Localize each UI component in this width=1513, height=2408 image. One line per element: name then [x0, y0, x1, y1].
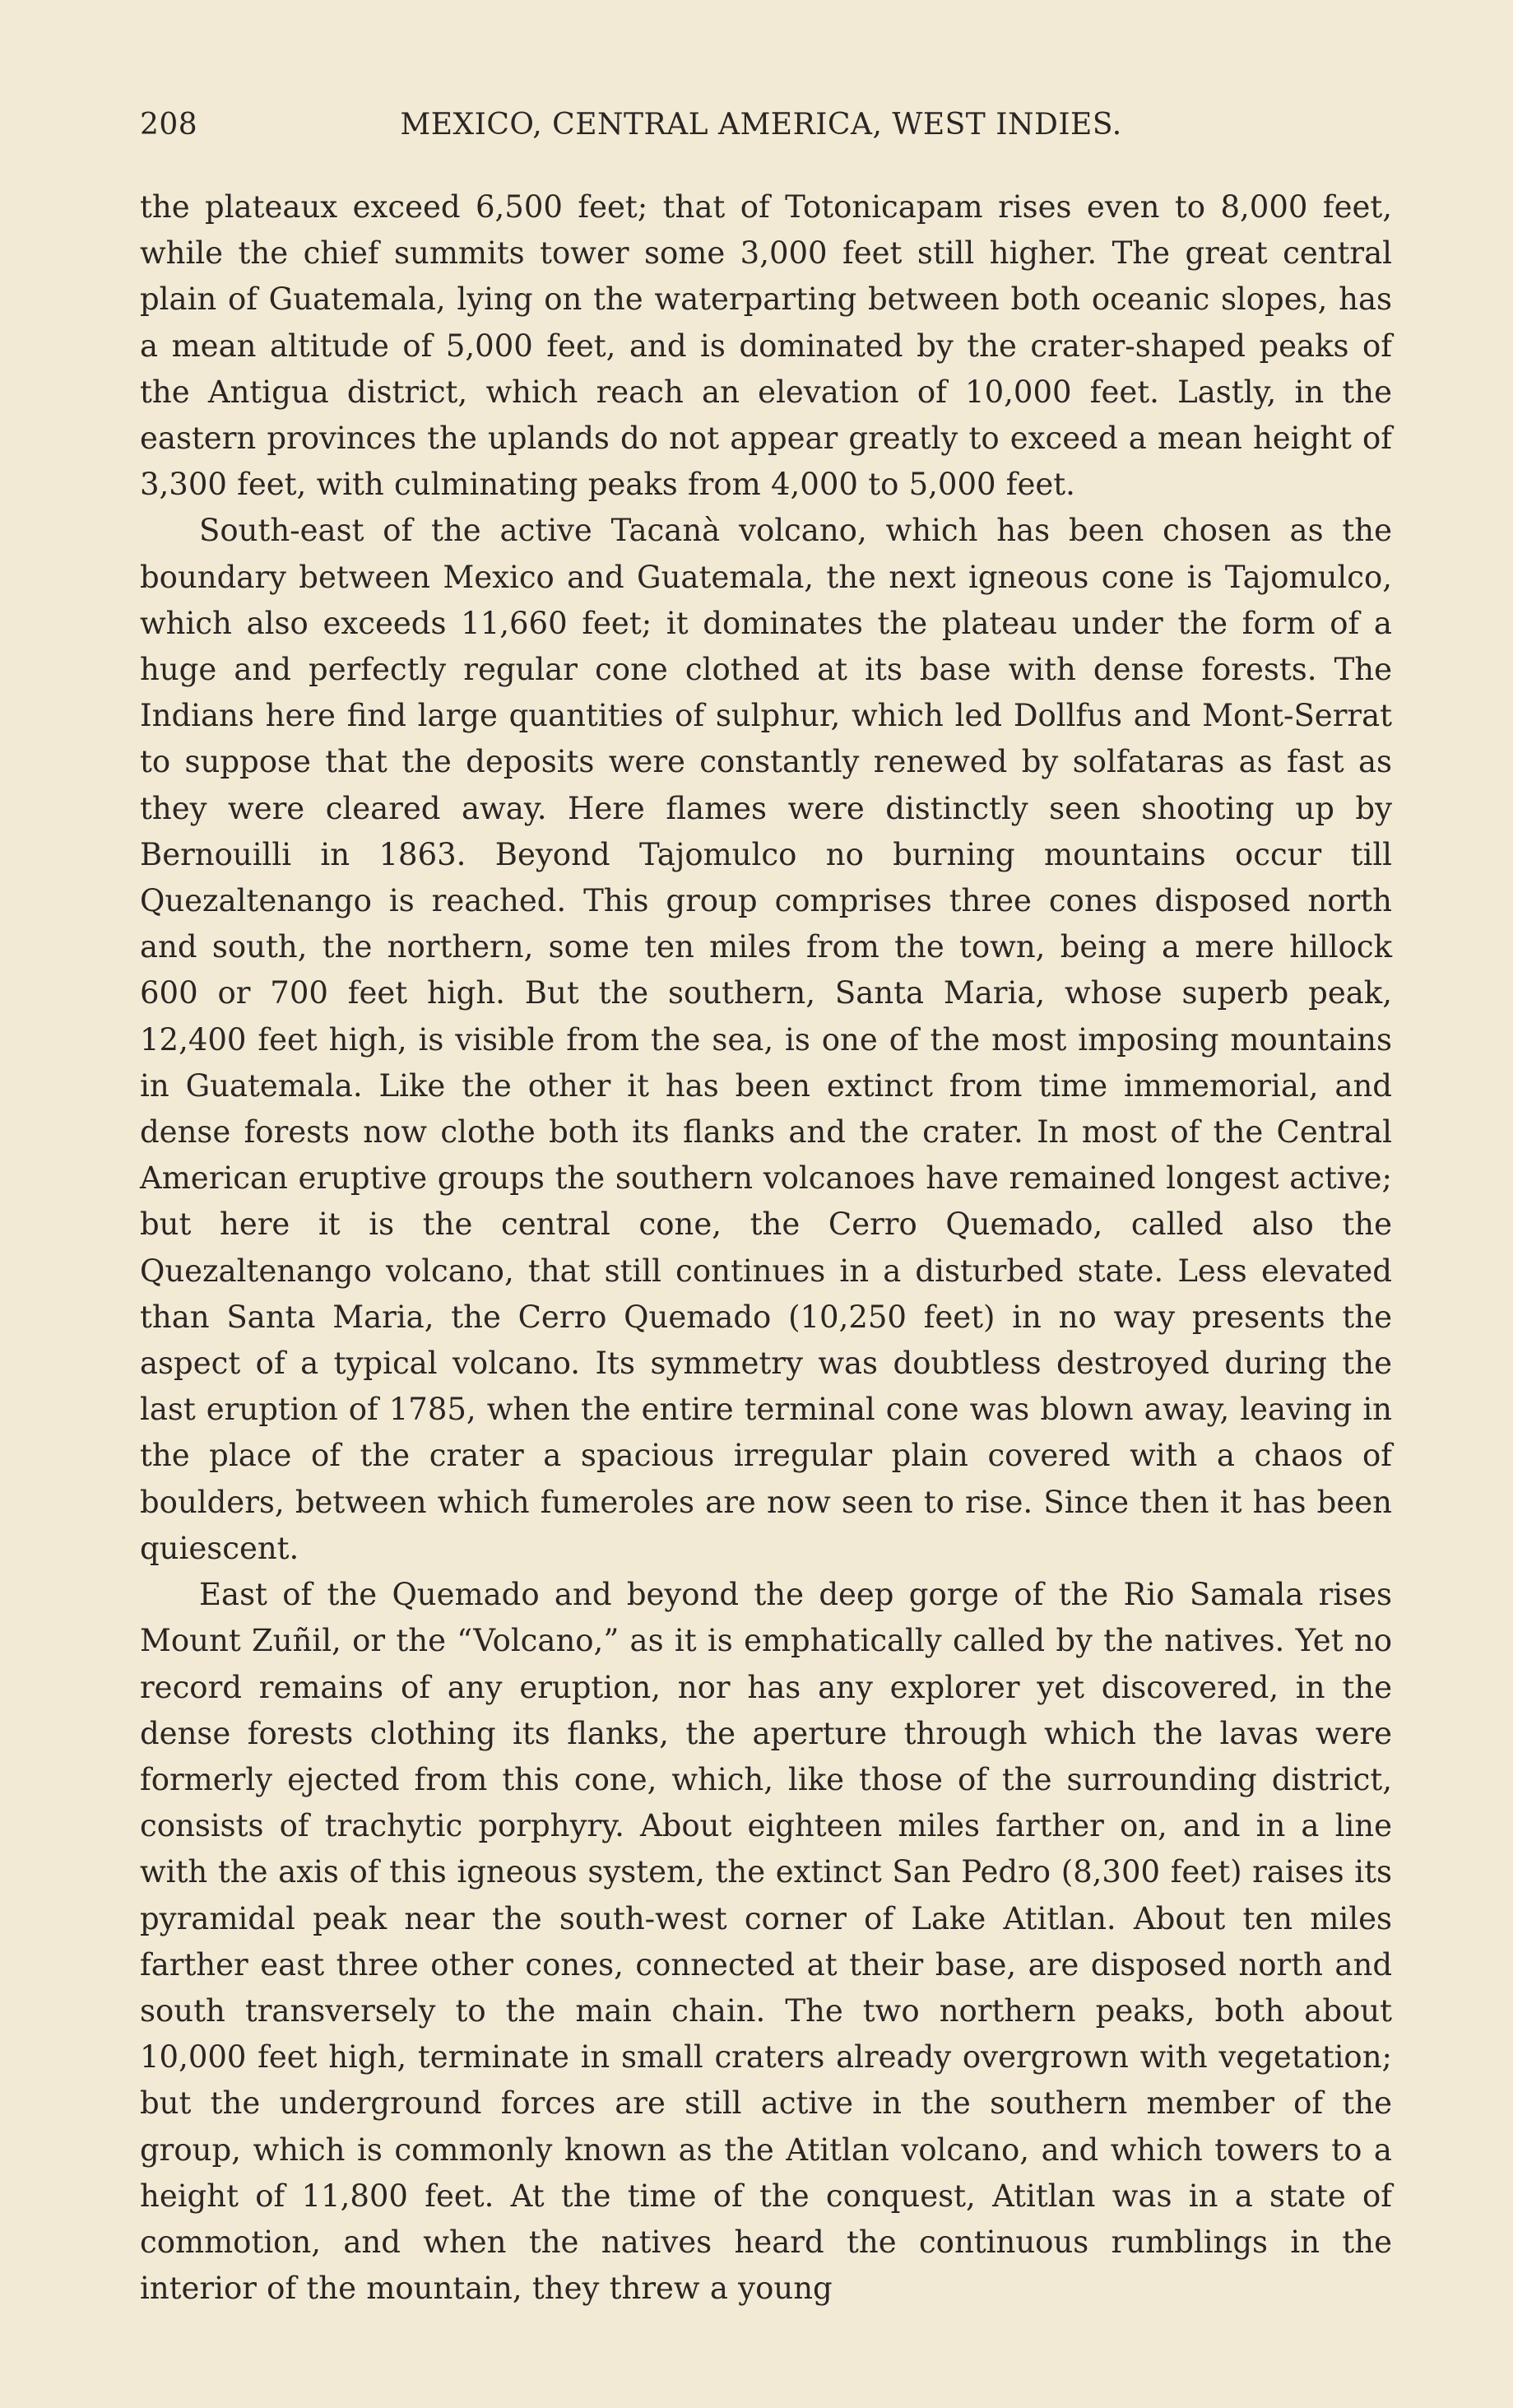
paragraph-tajomulco-quezaltenango: South-east of the active Tacanà volcano, which has been chosen as the boundary between Mexico and Guatemala, the next igneous cone is Tajomulco, which also exceeds 11,660 feet; it dominates the plateau under the form of a huge and perfectly regular cone clothed at its base with dense forests. The Indians here find large quantities of sulphur, which led Dollfus and Mont-Serrat to suppose that the deposits were constantly renewed by solfataras as fast as they were cleared away. Here flames were distinctly seen shooting up by Bernouilli in 1863. Beyond Tajomulco no burning mountains occur till Quezaltenango is reached. This group comprises three cones disposed north and south, the northern, some ten miles from the town, being a mere hillock 600 or 700 feet high. But the southern, Santa Maria, whose superb peak, 12,400 feet high, is visible from the sea, is one of the most imposing mountains in Guatemala. Like the other it has been extinct from time immemorial, and dense forests now clothe both its flanks and the crater. In most of the Central American eruptive groups the southern volcanoes have remained longest active; but here it is the central cone, the Cerro Quemado, called also the Quezaltenango volcano, that still continues in a disturbed state. Less elevated than Santa Maria, the Cerro Quemado (10,250 feet) in no way presents the aspect of a typical volcano. Its symmetry was doubtless destroyed during the last eruption of 1785, when the entire terminal cone was blown away, leaving in the place of the crater a spacious irregular plain covered with a chaos of boulders, between which fumeroles are now seen to rise. Since then it has been quiescent. — [140, 513, 1392, 1566]
body-text — [140, 184, 1392, 2312]
paragraph-continued: the plateaux exceed 6,500 feet; that of Totonicapam rises even to 8,000 feet, while the chief summits tower some 3,000 feet still higher. The great central plain of Guatemala, lying on the waterparting between both oceanic slopes, has a mean altitude of 5,000 feet, and is dominated by the crater-shaped peaks of the Antigua district, which reach an elevation of 10,000 feet. Lastly, in the eastern provinces the uplands do not appear greatly to exceed a mean height of 3,300 feet, with culminating peaks from 4,000 to 5,000 feet. — [140, 189, 1392, 503]
page-header — [140, 102, 1382, 148]
paragraph-zunil-atitlan: East of the Quemado and beyond the deep gorge of the Rio Samala rises Mount Zuñil, or the “Volcano,” as it is emphatically called by the natives. Yet no record remains of any eruption, nor has any explorer yet discovered, in the dense forests clothing its flanks, the aperture through which the lavas were formerly ejected from this cone, which, like those of the surrounding district, consists of trachytic porphyry. About eighteen miles farther on, and in a line with the axis of this igneous system, the extinct San Pedro (8,300 feet) raises its pyramidal peak near the south-west corner of Lake Atitlan. About ten miles farther east three other cones, connected at their base, are disposed north and south transversely to the main chain. The two northern peaks, both about 10,000 feet high, terminate in small craters already overgrown with vegetation; but the underground forces are still active in the southern member of the group, which is commonly known as the Atitlan volcano, and which towers to a height of 11,800 feet. At the time of the conquest, Atitlan was in a state of commotion, and when the natives heard the continuous rumblings in the interior of the mountain, they threw a young — [140, 1577, 1392, 2307]
page-number: 208 — [140, 108, 198, 142]
running-title: MEXICO, CENTRAL AMERICA, WEST INDIES. — [400, 108, 1122, 142]
